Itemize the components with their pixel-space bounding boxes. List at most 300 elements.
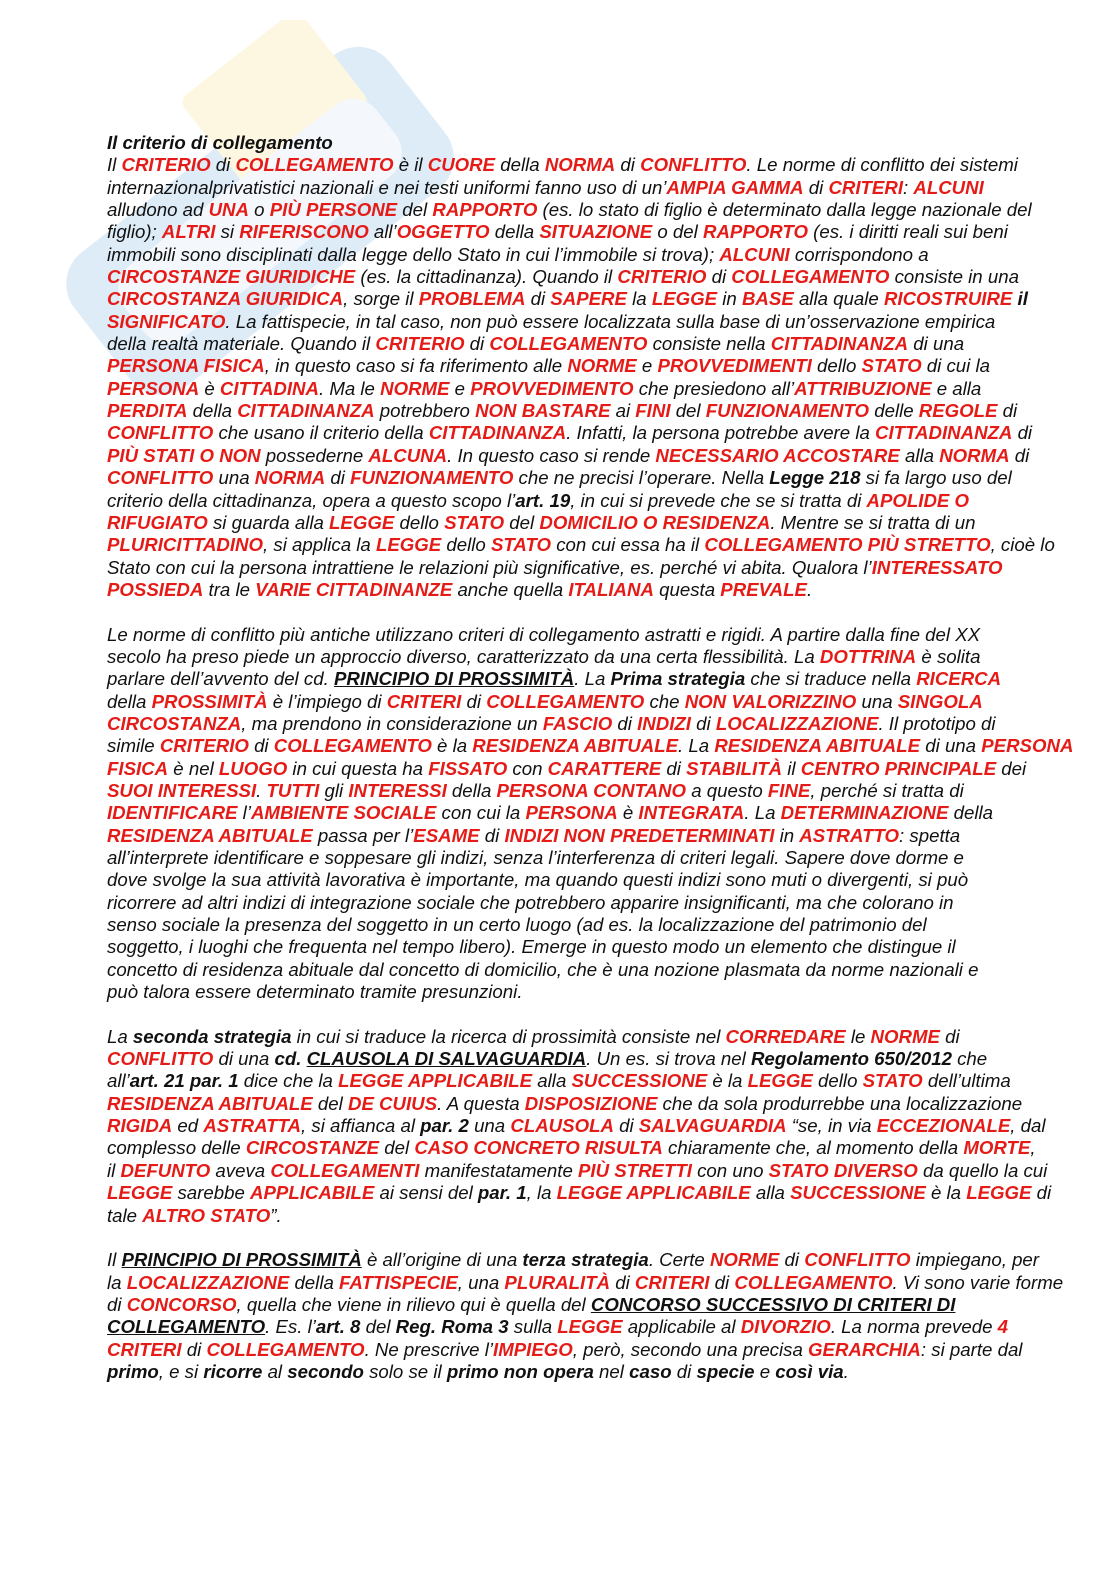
bold-text: par. 2 [420, 1115, 469, 1137]
highlighted-term: SITUAZIONE [539, 221, 653, 243]
highlighted-term: CRITERIO [159, 735, 249, 757]
text-run: che [644, 690, 685, 712]
text-run: è l’impiego di [267, 690, 387, 712]
text-run: tale [107, 1204, 143, 1226]
text-run: è [199, 377, 220, 399]
highlighted-term: DISPOSIZIONE [524, 1092, 658, 1114]
text-run: . La fattispecie, in tal caso, non può essere localizzata sulla base di un’osservazione empirica [225, 310, 996, 332]
highlighted-term: DETERMINAZIONE [780, 802, 949, 824]
highlighted-term: NORMA [254, 467, 326, 489]
text-run: anche quella [452, 578, 569, 600]
highlighted-term: CONFLITTO [640, 154, 747, 176]
highlighted-term: BASE [741, 288, 794, 310]
highlighted-term: ECCEZIONALE [876, 1115, 1011, 1137]
text-run: è il [393, 154, 428, 176]
highlighted-term: CRITERI [634, 1271, 710, 1293]
text-run: in [774, 824, 800, 846]
text-line [107, 1093, 1073, 1115]
text-run: parlare dell’avvento del cd. [107, 668, 334, 690]
paragraph [107, 154, 1073, 601]
text-run: di [325, 467, 351, 489]
text-run: (es. la cittadinanza). Quando il [355, 266, 618, 288]
text-line [107, 557, 1073, 579]
text-run: dice che la [238, 1070, 339, 1092]
text-run: di [1012, 422, 1033, 444]
text-run: della [495, 154, 545, 176]
text-run: una [213, 467, 255, 489]
text-run: corrispondono a [789, 243, 929, 265]
bold-text: art. 21 par. 1 [129, 1070, 239, 1092]
text-run: delle [869, 400, 919, 422]
text-run: secolo ha preso piede un approccio diverso, caratterizzato da una certa flessibilità. La [107, 645, 820, 667]
highlighted-term: COLLEGAMENTO [734, 1271, 893, 1293]
highlighted-term: CITTADINANZA [237, 400, 375, 422]
highlighted-term: LUOGO [218, 757, 288, 779]
text-line [107, 1048, 1073, 1070]
bold-text: Prima strategia [610, 668, 746, 690]
text-line [107, 936, 1073, 958]
text-line [107, 534, 1073, 556]
text-run: del [379, 1137, 415, 1159]
text-line [107, 646, 1073, 668]
underlined-term: CONCORSO SUCCESSIVO DI CRITERI DI [590, 1293, 956, 1315]
highlighted-term: LEGGE [375, 534, 442, 556]
paragraph [107, 624, 1073, 1004]
highlighted-term: CONFLITTO [107, 422, 214, 444]
text-run: e [754, 1360, 776, 1382]
text-run: , si applica la [263, 534, 376, 556]
text-run: di una [213, 1048, 275, 1070]
highlighted-term: LEGGE [107, 1182, 173, 1204]
text-run: di [525, 288, 551, 310]
text-run: all’interprete identificare e soppesare gli indizi, senza l’interferenza di criteri legali. Sapere dove dorme e [107, 847, 964, 868]
bold-text: Regolamento 650/2012 [750, 1048, 952, 1070]
highlighted-term: SUCCESSIONE [571, 1070, 708, 1092]
text-run: o [248, 199, 270, 221]
highlighted-term: PIÙ PERSONE [269, 199, 398, 221]
highlighted-term: CRITERI [107, 1338, 182, 1360]
highlighted-term: NORME [567, 355, 637, 377]
text-run: , [1030, 1137, 1036, 1159]
text-line [107, 512, 1073, 534]
highlighted-term: CONFLITTO [107, 1048, 214, 1070]
text-run: del [397, 199, 433, 221]
text-run: di [615, 154, 641, 176]
text-run: ed [172, 1115, 204, 1137]
highlighted-term: CITTADINANZA [770, 333, 909, 355]
text-run: che [951, 1048, 988, 1070]
text-run: del [312, 1092, 348, 1114]
highlighted-term: COLLEGAMENTO PIÙ STRETTO [704, 534, 991, 556]
text-run: alla [899, 444, 940, 466]
highlighted-term: CONFLITTO [107, 467, 214, 489]
text-run: che usano il criterio della [213, 422, 429, 444]
highlighted-term: CRITERIO [375, 333, 465, 355]
text-run: impiegano, per [910, 1249, 1040, 1271]
text-run: può talora essere determinato tramite presunzioni. [107, 981, 523, 1003]
highlighted-term: FATTISPECIE [339, 1271, 458, 1293]
highlighted-term: FISICA [107, 757, 169, 779]
highlighted-term: PLURICITTADINO [107, 534, 264, 556]
text-run: , una [457, 1271, 505, 1293]
text-run: di [210, 154, 236, 176]
text-run: . Ne prescrive l’ [364, 1338, 494, 1360]
highlighted-term: LEGGE [747, 1070, 813, 1092]
text-run: del [360, 1316, 396, 1338]
text-line [107, 1249, 1073, 1271]
text-run: di [464, 333, 490, 355]
text-run: di [779, 1249, 805, 1271]
highlighted-term: SIGNIFICATO [107, 310, 226, 332]
text-run: della [107, 690, 152, 712]
bold-text: seconda strategia [132, 1025, 292, 1047]
text-run: criterio della cittadinanza, opera a questo scopo l’ [107, 489, 516, 511]
highlighted-term: PERSONA [525, 802, 618, 824]
text-run: l’ [237, 802, 251, 824]
text-run: , e si [158, 1360, 204, 1382]
highlighted-term: NORMA [544, 154, 616, 176]
highlighted-term: RAPPORTO [432, 199, 538, 221]
text-run: di [1009, 444, 1030, 466]
text-run: e [449, 377, 471, 399]
text-run: del [504, 511, 540, 533]
highlighted-term: LEGGE [966, 1182, 1032, 1204]
text-line [107, 154, 1073, 176]
underlined-term: PRINCIPIO DI PROSSIMITÀ [121, 1249, 362, 1271]
bold-text: ricorre [203, 1360, 263, 1382]
highlighted-term: SALVAGUARDIA [638, 1115, 787, 1137]
highlighted-term: COLLEGAMENTO [486, 690, 645, 712]
text-run: simile [107, 735, 160, 757]
text-run: applicabile al [622, 1316, 741, 1338]
text-line [107, 959, 1073, 981]
text-run: la [626, 288, 652, 310]
text-line [107, 1182, 1073, 1204]
text-run: in cui questa ha [287, 757, 429, 779]
text-run: della [446, 779, 497, 801]
text-run: dello [812, 1070, 863, 1092]
text-run: nel [593, 1360, 630, 1382]
highlighted-term: REGOLE [918, 400, 998, 422]
text-run: . La norma prevede [830, 1316, 998, 1338]
text-line [107, 422, 1073, 444]
text-run: , perché si tratta di [810, 779, 964, 801]
text-run: ricorrere ad altri indizi di integrazione sociale che potrebbero apparire insignificanti, ma che colorano in [107, 891, 954, 913]
text-run: . Le norme di conflitto dei sistemi [746, 154, 1018, 176]
text-line [107, 869, 1073, 891]
text-run: che ne precisi l’operare. Nella [513, 467, 770, 489]
text-run: . La [574, 668, 611, 690]
highlighted-term: CENTRO PRINCIPALE [800, 757, 997, 779]
text-run: è la [431, 735, 473, 757]
text-line [107, 758, 1073, 780]
highlighted-term: CRITERIO [121, 154, 211, 176]
text-line [107, 802, 1073, 824]
text-line [107, 221, 1073, 243]
highlighted-term: NON BASTARE [475, 400, 611, 422]
highlighted-term: AMPIA GAMMA [666, 176, 804, 198]
highlighted-term: DEFUNTO [120, 1159, 211, 1181]
text-line [107, 1272, 1073, 1294]
section-title: Il criterio di collegamento [107, 132, 333, 153]
text-line [107, 825, 1073, 847]
text-run: Il [107, 1249, 122, 1271]
text-run: (es. i diritti reali sui beni [807, 221, 1008, 243]
highlighted-term: STATO [861, 355, 922, 377]
text-run: : si parte dal [920, 1338, 1023, 1360]
text-run: di [939, 1025, 960, 1047]
text-line [107, 378, 1073, 400]
text-run: in cui si traduce la ricerca di prossimità consiste nel [291, 1025, 726, 1047]
highlighted-term: LEGGE [329, 511, 395, 533]
highlighted-term: INTEGRATA [638, 802, 745, 824]
highlighted-term: DIVORZIO [740, 1316, 831, 1338]
bold-text: così via [775, 1360, 844, 1382]
text-run: si [215, 221, 240, 243]
text-run: è solita [916, 645, 981, 667]
highlighted-term: COLLEGAMENTO [206, 1338, 365, 1360]
highlighted-term: CUORE [427, 154, 496, 176]
highlighted-term: CITTADINANZA [875, 422, 1013, 444]
highlighted-term: IDENTIFICARE [107, 802, 238, 824]
bold-text: il [1012, 288, 1028, 310]
highlighted-term: STATO [444, 511, 505, 533]
text-run: consiste nella [647, 333, 771, 355]
text-run: della [187, 400, 238, 422]
paragraph [107, 1026, 1073, 1227]
text-run: si guarda alla [207, 511, 330, 533]
text-run: di [248, 735, 274, 757]
highlighted-term: PERSONA FISICA [107, 355, 265, 377]
text-run: del [670, 400, 706, 422]
highlighted-term: OGGETTO [396, 221, 490, 243]
text-run: di una [920, 735, 982, 757]
text-run: alla [532, 1070, 572, 1092]
text-run: , dal [1010, 1115, 1046, 1137]
text-run: consiste in una [889, 266, 1019, 288]
text-run: . [843, 1360, 849, 1382]
text-run: gli [319, 779, 349, 801]
highlighted-term: NORMA [939, 444, 1010, 466]
text-run: sulla [508, 1316, 558, 1338]
text-run: che si traduce nella [745, 668, 917, 690]
text-run: . [256, 779, 267, 801]
text-run: . Mentre se si tratta di un [770, 511, 976, 533]
bold-text: par. 1 [477, 1182, 527, 1204]
bold-text: secondo [287, 1360, 364, 1382]
text-line [107, 333, 1073, 355]
text-run: concetto di residenza abituale dal concetto di domicilio, che è una nozione plasmata da norme nazionali e [107, 958, 979, 980]
highlighted-term: STATO [862, 1070, 923, 1092]
text-run: che da sola produrrebbe una localizzazione [657, 1092, 1023, 1114]
highlighted-term: TUTTI [266, 779, 320, 801]
text-run: ai sensi del [374, 1182, 478, 1204]
text-run: di una [908, 333, 965, 355]
text-run: questa [653, 578, 721, 600]
highlighted-term: NORME [709, 1249, 780, 1271]
highlighted-term: CORREDARE [725, 1025, 846, 1047]
text-run: solo se il [363, 1360, 447, 1382]
text-line [107, 691, 1073, 713]
highlighted-term: RESIDENZA ABITUALE [107, 824, 313, 846]
highlighted-term: ASTRATTO [799, 824, 900, 846]
text-run: di [1031, 1182, 1052, 1204]
text-run: è nel [168, 757, 219, 779]
text-run: della [489, 221, 540, 243]
text-line [107, 668, 1073, 690]
text-run: con cui essa ha il [551, 534, 705, 556]
text-run: o del [652, 221, 703, 243]
text-run: , quella che viene in rilievo qui è quella del [236, 1293, 591, 1315]
text-run: . La [744, 802, 781, 824]
text-run: di [803, 176, 829, 198]
highlighted-term: PROSSIMITÀ [151, 690, 268, 712]
text-run: con [507, 757, 548, 779]
text-run: La [107, 1025, 133, 1047]
bold-text: Legge 218 [769, 467, 861, 489]
text-run: e [636, 355, 658, 377]
text-run: , sorge il [343, 288, 419, 310]
text-run: . A questa [437, 1092, 525, 1114]
text-run: con uno [691, 1159, 769, 1181]
highlighted-term: DOMICILIO O RESIDENZA [539, 511, 771, 533]
highlighted-term: FINE [767, 779, 811, 801]
text-line [107, 311, 1073, 333]
highlighted-term: APPLICABILE [250, 1182, 375, 1204]
text-line [107, 1137, 1073, 1159]
text-run: , in cui si prevede che se si tratta di [570, 489, 867, 511]
highlighted-term: ASTRATTA [203, 1115, 302, 1137]
text-line [107, 467, 1073, 489]
text-run: aveva [210, 1159, 271, 1181]
text-run: immobili sono disciplinati dalla legge dello Stato in cui l’immobile si trova); [107, 243, 720, 265]
text-run: manifestatamente [419, 1159, 578, 1181]
text-run: è la [707, 1070, 748, 1092]
text-run: ”. [270, 1204, 282, 1226]
highlighted-term: PERDITA [107, 400, 188, 422]
text-run: di [479, 824, 505, 846]
highlighted-term: CRITERI [386, 690, 462, 712]
bold-text: cd. [274, 1048, 307, 1070]
highlighted-term: NORME [870, 1025, 940, 1047]
highlighted-term: INTERESSI [348, 779, 447, 801]
highlighted-term: ALTRO STATO [142, 1204, 271, 1226]
highlighted-term: STATO [490, 534, 552, 556]
bold-text: specie [696, 1360, 755, 1382]
text-run: potrebbero [374, 400, 476, 422]
text-run: dello [441, 534, 491, 556]
text-line [107, 199, 1073, 221]
bold-text: primo [107, 1360, 159, 1382]
text-line [107, 914, 1073, 936]
highlighted-term: CASO CONCRETO RISULTA [414, 1137, 663, 1159]
highlighted-term: CIRCOSTANZA [107, 712, 242, 734]
highlighted-term: CRITERIO [617, 266, 707, 288]
text-line [107, 244, 1073, 266]
text-run: . In questo caso si rende [447, 444, 656, 466]
text-run: dove svolge la sua attività lavorativa è importante, ma quando questi indizi sono muti o divergenti, si può [107, 869, 969, 891]
text-run: , ma prendono in considerazione un [241, 712, 543, 734]
highlighted-term: PROBLEMA [418, 288, 526, 310]
text-run: di [997, 400, 1018, 422]
bold-text: primo non opera [446, 1360, 594, 1382]
text-run: , la [526, 1182, 557, 1204]
text-run: di [671, 1360, 697, 1382]
underlined-term: COLLEGAMENTO [107, 1316, 266, 1338]
highlighted-term: FISSATO [428, 757, 508, 779]
text-run: : spetta [899, 824, 961, 846]
text-line [107, 1361, 1073, 1383]
highlighted-term: CONFLITTO [804, 1249, 911, 1271]
text-run: tra le [203, 578, 256, 600]
text-line [107, 1026, 1073, 1048]
text-run: è all’origine di una [361, 1249, 523, 1271]
text-run: di [690, 712, 716, 734]
text-run: al [262, 1360, 288, 1382]
highlighted-term: PLURALITÀ [504, 1271, 611, 1293]
text-run: Le norme di conflitto più antiche utilizzano criteri di collegamento astratti e rigidi. A partire dalla fine del XX [107, 623, 981, 645]
highlighted-term: ALCUNI [719, 243, 790, 265]
highlighted-term: NORME [380, 377, 450, 399]
text-run: le [845, 1025, 871, 1047]
text-run: . Un es. si trova nel [586, 1048, 751, 1070]
text-run: figlio); [107, 221, 162, 243]
text-run: Il [107, 154, 122, 176]
highlighted-term: FUNZIONAMENTO [350, 467, 514, 489]
highlighted-term: LOCALIZZAZIONE [715, 712, 879, 734]
highlighted-term: ALCUNI [913, 176, 984, 198]
text-line [107, 355, 1073, 377]
text-line [107, 735, 1073, 757]
text-run: internazionalprivatistici nazionali e nei testi uniformi fanno uso di un’ [107, 176, 667, 198]
text-run: il [782, 757, 801, 779]
highlighted-term: RICOSTRUIRE [883, 288, 1013, 310]
text-run: : [903, 176, 914, 198]
paragraphs [107, 154, 1073, 1383]
text-run: dello [811, 355, 862, 377]
text-line [107, 266, 1073, 288]
text-run: di [613, 1115, 639, 1137]
text-line [107, 981, 1073, 1003]
highlighted-term: IMPIEGO [493, 1338, 573, 1360]
highlighted-term: COLLEGAMENTI [270, 1159, 420, 1181]
text-run: chiaramente che, al momento della [662, 1137, 964, 1159]
highlighted-term: CITTADINANZA [428, 422, 567, 444]
text-run: che presiedono all’ [633, 377, 795, 399]
text-run: di [107, 1293, 127, 1315]
text-line [107, 1115, 1073, 1137]
text-run: il [107, 1159, 121, 1181]
text-run: “se, in via [786, 1115, 877, 1137]
highlighted-term: ESAME [413, 824, 480, 846]
text-run: di [461, 690, 487, 712]
text-run: passa per l’ [312, 824, 414, 846]
highlighted-term: RIGIDA [107, 1115, 173, 1137]
highlighted-term: ATTRIBUZIONE [794, 377, 932, 399]
highlighted-term: PIÙ STRETTI [578, 1159, 692, 1181]
text-run: (es. lo stato di figlio è determinato dalla legge nazionale del [537, 199, 1032, 221]
text-run: si fa largo uso del [860, 467, 1012, 489]
text-line [107, 579, 1073, 601]
highlighted-term: FUNZIONAMENTO [705, 400, 870, 422]
text-run: Stato con cui la persona intrattiene le relazioni più significative, es. perché vi abita. Qualora l’ [107, 556, 872, 578]
highlighted-term: UNA [208, 199, 249, 221]
highlighted-term: 4 [997, 1316, 1009, 1338]
highlighted-term: GERARCHIA [808, 1338, 921, 1360]
text-run: è [617, 802, 639, 824]
highlighted-term: PREVALE [720, 578, 807, 600]
text-run: , però, secondo una precisa [572, 1338, 809, 1360]
